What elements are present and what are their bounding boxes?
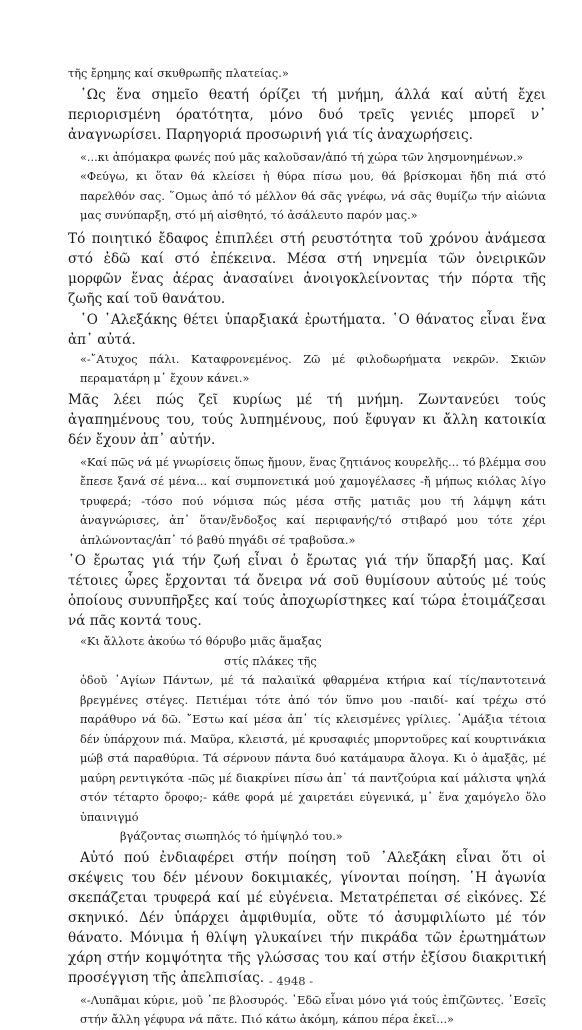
quotation: «...κι ἀπόμακρα φωνές πού μᾶς καλοῦσαν/ἀπό τή χώρα τῶν λησμονημένων.» <box>80 150 524 164</box>
paragraph: ῾Ο ἔρωτας γιά τήν ζωή εἶναι ὁ ἔρωτας γιά τήν ὕπαρξή μας. Καί τέτοιες ὧρες ἔρχονται τά ὄνειρα νά σοῦ θυμίσουν αὐτούς μέ τούς ὁποίους συνυπῆρξες καί τούς ἀποχωρίστηκες καί τώρα ἑτοιμάζεσαι νά πᾶς κοντά τους. <box>68 553 546 629</box>
verse-block: ὁδοῦ ῾Αγίων Πάντων, μέ τά παλαιϊκά φθαρμένα κτήρια καί τίς/παντοτεινά βρεγμένες στέγες. Πετιέμαι τότε ἀπό τόν ὕπνο μου -παιδί- καί τρέχω στό παράθυρο νά δῶ. ῎Εστω καί μέσα ἀπ᾽ τίς κλεισμένες γρίλιες. ᾽Αμάξια τέτοια δέν ὑπάρχουν πιά. Μαῦρα, κλειστά, μέ κρυσαφιές μπορντοῦρες καί κουρτινάκια μώβ στά παραθύρια. Τά σέρνουν πάντα δυό κατάμαυρα ἄλογα. Κι ὁ ἁμαξᾶς, μέ μαύρη ρεντιγκότα -πῶς μέ διακρίνει πίσω ἀπ᾽ τά παντζούρια καί μάλιστα ψηλά στόν τέταρτο ὄροφο;- κάθε φορά μέ χαιρετάει εὐγενικά, μ᾽ ἕνα χαμόγελο ὅλο ὑπαινιγμό <box>80 674 546 824</box>
verse-line: βγάζοντας σιωπηλός τό ἡμίψηλό του.» <box>120 830 343 843</box>
quotation: «-῎Ατυχος πάλι. Καταφρονεμένος. Ζῶ μέ φιλοδωρήματα νεκρῶν. Σκιῶν περαματάρη μ᾽ ἔχουν κάνει.» <box>80 352 546 385</box>
page-number: - 4948 - <box>268 974 314 988</box>
verse-line: στίς πλάκες τῆς <box>224 654 317 668</box>
page-body <box>68 64 546 1030</box>
quotation: «Καί πῶς νά μέ γνωρίσεις ὅπως ἤμουν, ἕνας ζητιάνος κουρελῆς... τό βλέμμα σου ἔπεσε ξανά σέ μένα... καί συμπονετικά μού χαμογέλασες -ἤ μήπως κιόλας λίγο τρυφερά; -τόσο πού νόμισα πώς μέσα στῆς ματιᾶς μου τή λάμψη κάτι ἀναγνώρισες, ἀπ᾽ ὅταν/ἔνδοξος καί περιφανής/τό στιβαρό μου τότε χέρι ἁπλώνοντας/ἀπ᾽ τό βαθύ πηγάδι σέ τραβοῦσα.» <box>80 455 546 547</box>
paragraph: ῾Ως ἕνα σημεῖο θεατή όρίζει τή μνήμη, άλλά καί αὐτή ἔχει περιορισμένη όρατότητα, μόνο δυό τρεῖς γενιές μπορεῖ ν᾽ ἀναγνωρίσει. Παρηγοριά προσωρινή γιά τίς ἀναχωρήσεις. <box>68 86 546 143</box>
paragraph: τῆς ἔρημης καί σκυθρωπῆς πλατείας.» <box>68 67 289 80</box>
paragraph: Τό ποιητικό ἔδαφος ἐπιπλέει στή ρευστότητα τοῦ χρόνου ἀνάμεσα στό ἐδῶ καί στό ἐπέκεινα. Μέσα στή νηνεμία τῶν ὀνειρικῶν μορφῶν ἕνας ἀέρας ἀνασαίνει ἀνοιγοκλείνοντας τήν πόρτα τῆς ζωῆς καί τοῦ θανάτου. <box>68 230 546 307</box>
quotation: «-Λυπᾶμαι κύριε, μοῦ ᾽πε βλοσυρός. ᾽Εδῶ εἶναι μόνο γιά τούς ἐπιζῶντες. ᾽Εσεῖς στήν ἄλλη γέφυρα νά πᾶτε. Πιό κάτω ἀκόμη, κάπου πέρα ἐκεῖ...» <box>80 993 546 1026</box>
paragraph: Αὐτό πού ἐνδιαφέρει στήν ποίηση τοῦ ᾽Αλεξάκη εἶναι ὅτι οἱ σκέψεις του δέν μένουν δοκιμιακές, γίνονται ποίηση. ῾Η ἀγωνία σκεπάζεται τρυφερά καί μέ εὐγένεια. Μετατρέπεται σέ εἰκόνες. Σέ σκηνικό. Δέν ὑπάρχει ἀμφιθυμία, οὔτε τό ἀσυμφιλίωτο μέ τόν θάνατο. Μόνιμα ἡ θλίψη γλυκαίνει τήν πικράδα τῶν ἐρωτημάτων χάρη στήν κομψότητα τῆς γλώσσας του καί στήν ἐξίσου διακριτική προσέγγιση τῆς ἀπελπισίας. <box>68 849 546 986</box>
verse-line: «Κι ἄλλοτε ἀκούω τό θόρυβο μιᾶς ἅμαξας <box>80 635 322 648</box>
quotation: «Φεύγω, κι ὅταν θά κλείσει ἡ θύρα πίσω μου, θά βρίσκομαι ἤδη πιά στό παρελθόν σας. ῞Ομως ἀπό τό μέλλον θά σᾶς γνέφω, νά σᾶς θυμίζω τήν αἰώνια μας συνύπαρξη, στό μή αἰσθητό, τό ἀσάλευτο παρόν μας.» <box>80 170 546 222</box>
paragraph: ῾Ο ᾽Αλεξάκης θέτει ὑπαρξιακά ἐρωτήματα. ῾Ο θάνατος εἶναι ἕνα ἀπ᾽ αὐτά. <box>68 311 546 348</box>
paragraph: Μᾶς λέει πώς ζεῖ κυρίως μέ τή μνήμη. Ζωντανεύει τούς ἀγαπημένους του, τούς λυπημένους, πού ἔφυγαν κι ἄλλη κατοικία δέν ἔχουν ἀπ᾽ αὐτήν. <box>68 391 546 448</box>
